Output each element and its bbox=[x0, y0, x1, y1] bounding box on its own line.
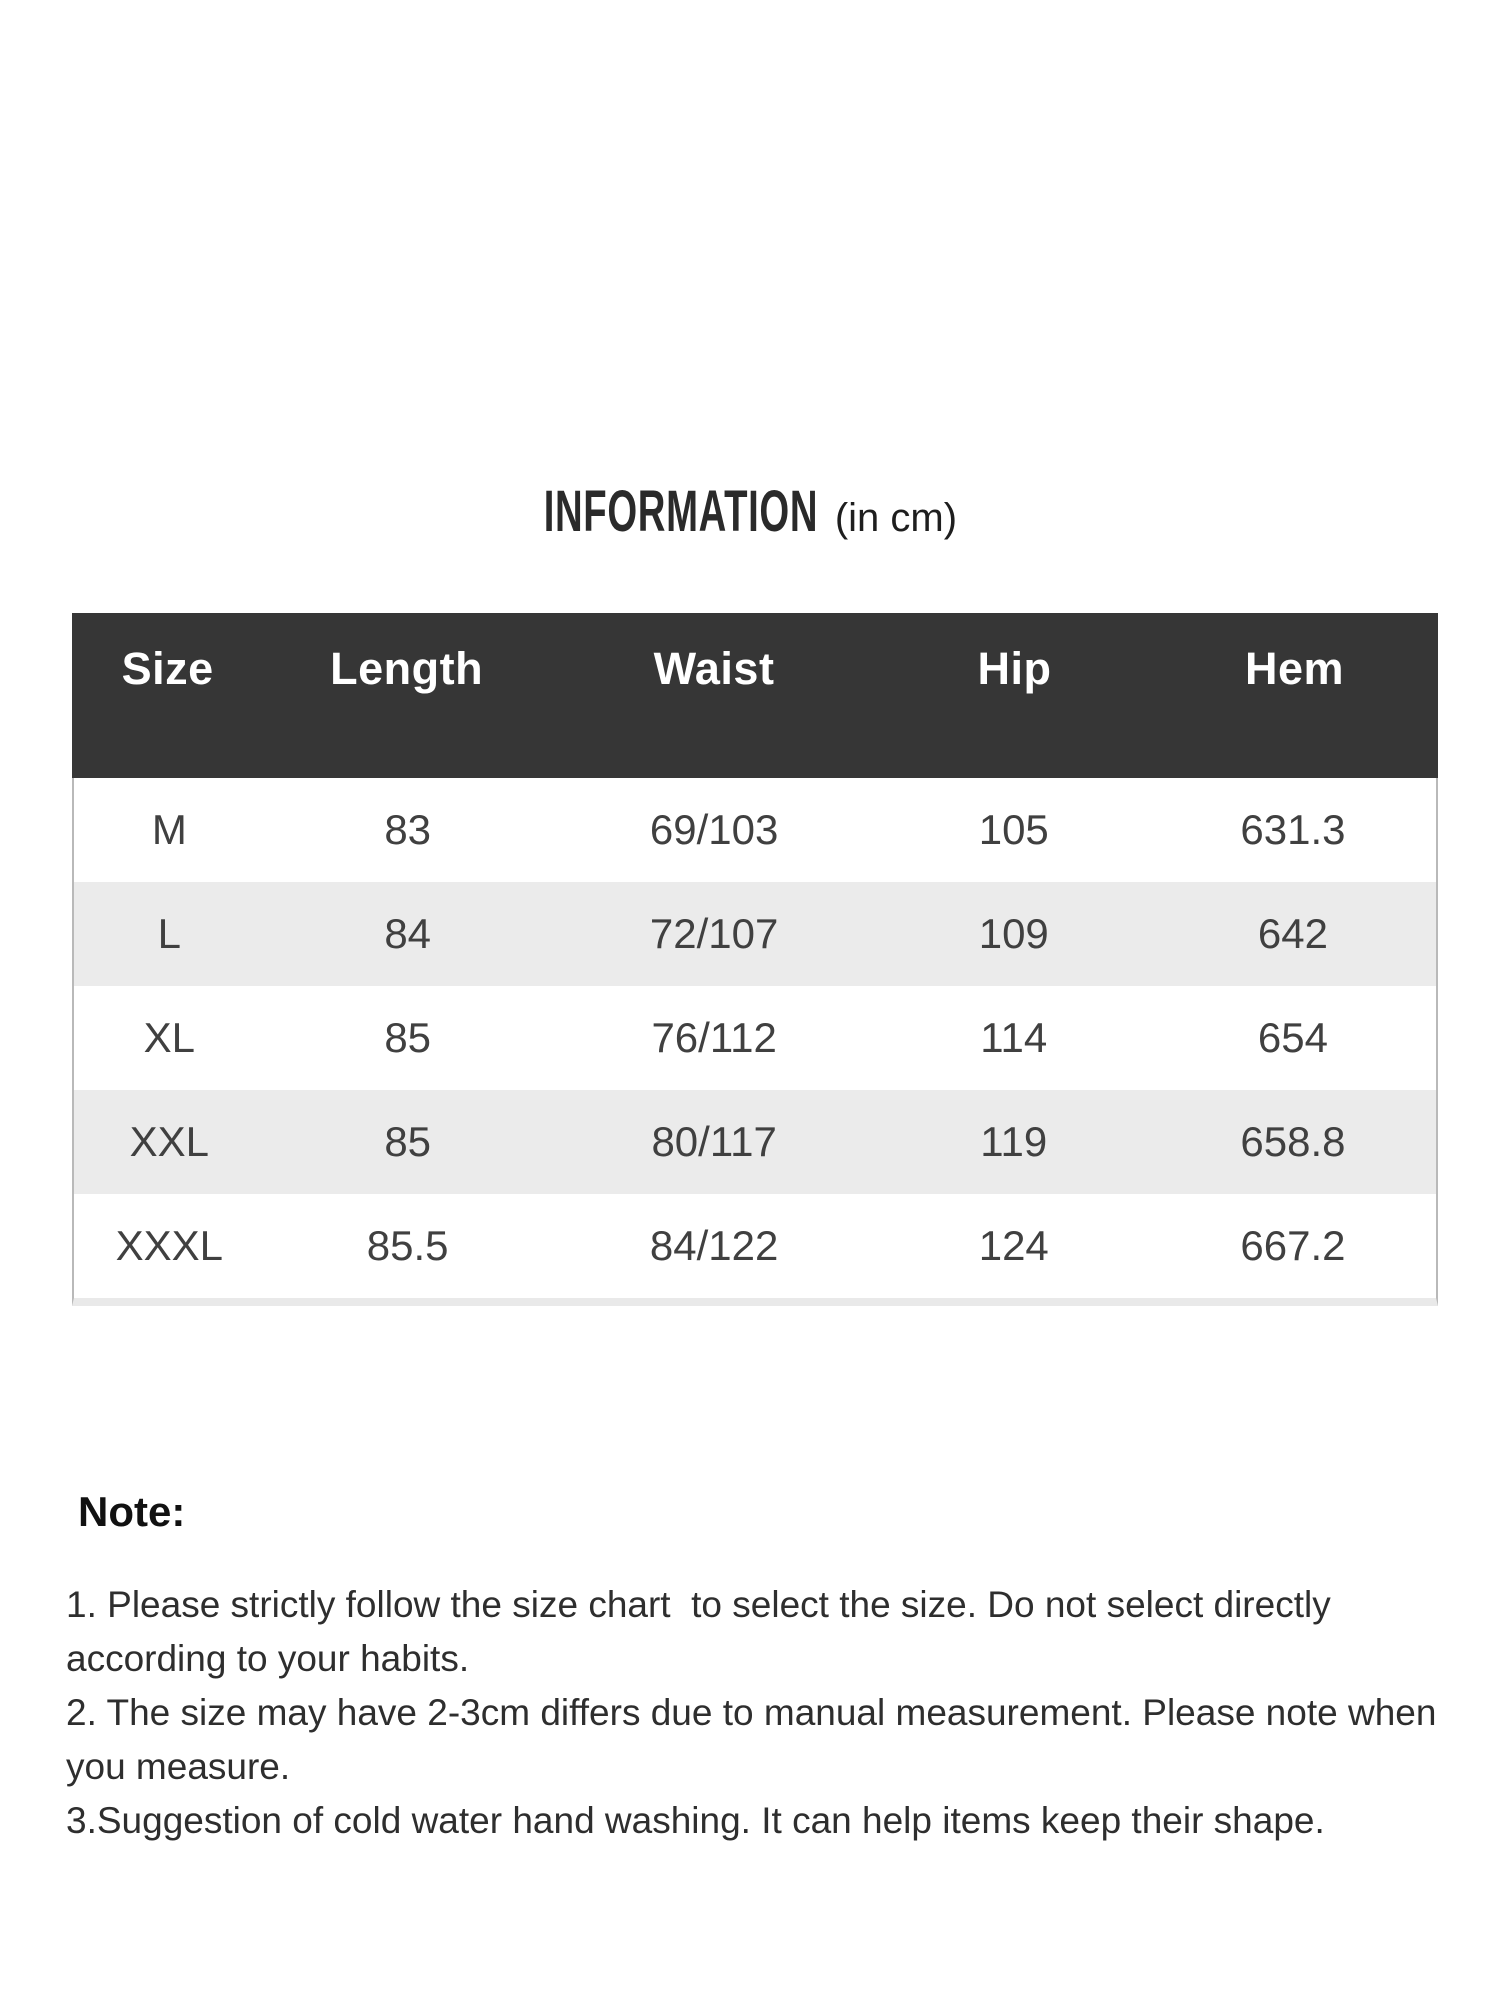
cell-length: 85.5 bbox=[366, 1222, 449, 1269]
cell-hem: 631.3 bbox=[1240, 806, 1346, 853]
size-row-xxxl bbox=[74, 1194, 1436, 1298]
cell-size: M bbox=[151, 806, 187, 853]
cell-size: XXXL bbox=[115, 1222, 224, 1269]
cell-length: 83 bbox=[384, 806, 432, 853]
page-title-unit: (in cm) bbox=[834, 496, 958, 540]
cell-hip: 109 bbox=[978, 910, 1049, 957]
cell-size: XXL bbox=[129, 1118, 210, 1165]
cell-size: XL bbox=[143, 1014, 196, 1061]
header-cell-length: Length bbox=[330, 643, 484, 694]
cell-waist: 72/107 bbox=[649, 910, 779, 957]
note-heading: Note: bbox=[78, 1488, 186, 1535]
size-chart-table bbox=[72, 613, 1438, 1306]
cell-waist: 80/117 bbox=[651, 1118, 777, 1165]
page-title bbox=[0, 478, 1500, 545]
table-body bbox=[72, 778, 1438, 1306]
cell-hip: 119 bbox=[980, 1118, 1048, 1165]
cell-length: 84 bbox=[384, 910, 432, 957]
header-cell-waist: Waist bbox=[653, 643, 775, 694]
cell-hem: 654 bbox=[1257, 1014, 1328, 1061]
cell-length: 85 bbox=[384, 1014, 432, 1061]
cell-hem: 658.8 bbox=[1240, 1118, 1346, 1165]
page-title-main: INFORMATION bbox=[543, 479, 819, 544]
cell-hip: 124 bbox=[978, 1222, 1049, 1269]
size-row-xl bbox=[74, 986, 1436, 1090]
table-header-row bbox=[72, 613, 1438, 778]
cell-hip: 105 bbox=[978, 806, 1049, 853]
note-item-2: 2. The size may have 2-3cm differs due to manual measurement. Please note when you measure. bbox=[66, 1692, 1447, 1787]
header-cell-size: Size bbox=[121, 643, 214, 694]
header-cell-hip: Hip bbox=[977, 643, 1052, 694]
cell-hip: 114 bbox=[980, 1014, 1048, 1061]
size-row-m bbox=[74, 778, 1436, 882]
note-list bbox=[66, 1578, 1466, 1848]
size-row-xxl bbox=[74, 1090, 1436, 1194]
cell-waist: 84/122 bbox=[649, 1222, 779, 1269]
cell-waist: 76/112 bbox=[651, 1014, 777, 1061]
note-item-3: 3.Suggestion of cold water hand washing. It can help items keep their shape. bbox=[66, 1800, 1325, 1841]
header-cell-hem: Hem bbox=[1245, 643, 1345, 694]
cell-hem: 667.2 bbox=[1240, 1222, 1346, 1269]
cell-hem: 642 bbox=[1257, 910, 1328, 957]
cell-length: 85 bbox=[384, 1118, 432, 1165]
cell-waist: 69/103 bbox=[649, 806, 779, 853]
cell-size: L bbox=[157, 910, 182, 957]
note-item-1: 1. Please strictly follow the size chart to select the size. Do not select directly according to your habits. bbox=[66, 1584, 1341, 1679]
size-row-l bbox=[74, 882, 1436, 986]
